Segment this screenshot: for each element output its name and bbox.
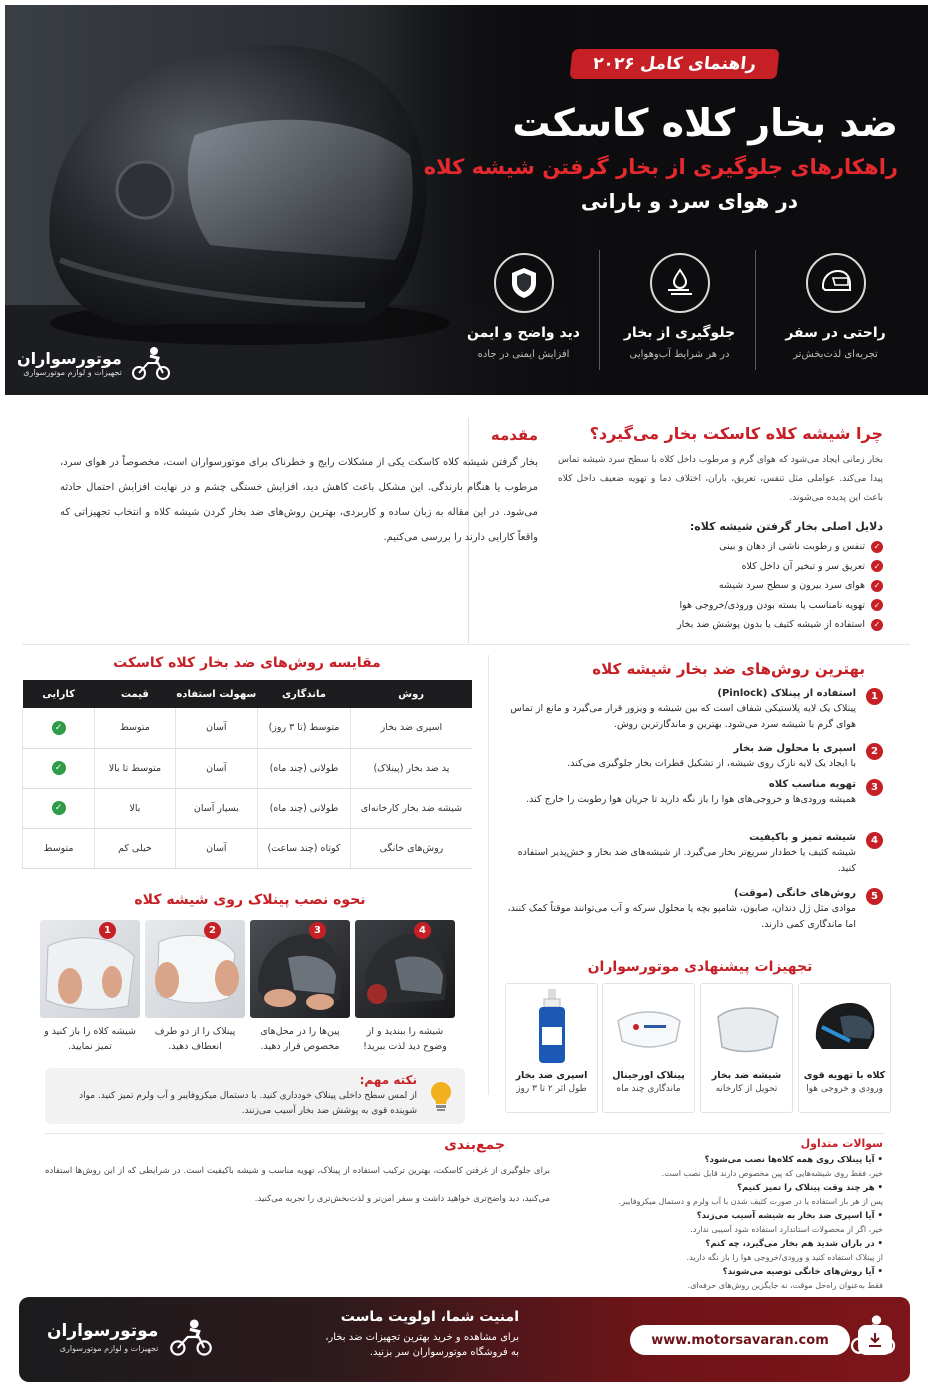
product-sub: تحویل از کارخانه bbox=[715, 1084, 778, 1094]
step-number: 5 bbox=[866, 888, 883, 905]
table-cell: متوسط bbox=[23, 828, 95, 868]
brand-name: موتورسواران bbox=[17, 349, 122, 368]
faq-item: • آیا روش‌های خانگی توصیه می‌شوند؟ فقط به‌عنوان راه‌حل موقت، نه جایگزین روش‌های حرفه‌ای. bbox=[573, 1265, 883, 1293]
section-title: نحوه نصب پینلاک روی شیشه کلاه bbox=[134, 892, 366, 908]
step-number: 2 bbox=[866, 743, 883, 760]
feature-title: جلوگیری از بخار bbox=[623, 325, 736, 341]
table-cell: خیلی کم bbox=[95, 828, 175, 868]
table-cell bbox=[23, 748, 95, 788]
step-image bbox=[250, 920, 350, 1018]
divider bbox=[755, 250, 756, 370]
hero-banner bbox=[5, 5, 928, 395]
product-title: کلاه با تهویه قوی bbox=[803, 1070, 886, 1081]
column-header: ماندگاری bbox=[258, 680, 351, 708]
feature-sub: در هر شرایط آب‌وهوایی bbox=[629, 349, 730, 360]
table-cell: روش‌های خانگی bbox=[350, 828, 472, 868]
column-header: روش bbox=[350, 680, 472, 708]
website-link[interactable]: www.motorsavaran.com bbox=[630, 1325, 850, 1355]
column-header: قیمت bbox=[95, 680, 175, 708]
section-title: جمع‌بندی bbox=[444, 1137, 505, 1153]
feature-title: راحتی در سفر bbox=[785, 325, 886, 341]
table-header-row bbox=[23, 680, 473, 708]
feature-clear-view bbox=[451, 253, 596, 360]
faq-list bbox=[573, 1153, 883, 1293]
compare-section bbox=[22, 655, 472, 869]
page-subtitle-2: در هوای سرد و بارانی bbox=[580, 189, 798, 213]
method-text: با ایجاد یک لایه نازک روی شیشه، از تشکیل قطرات بخار جلوگیری می‌کند. bbox=[567, 758, 856, 769]
motorbike-icon bbox=[130, 345, 172, 381]
list-item: ✓استفاده از شیشه کثیف یا بدون پوشش ضد بخار bbox=[558, 615, 883, 635]
feature-anti-fog bbox=[607, 253, 752, 360]
methods-section bbox=[503, 660, 883, 944]
step-caption: شیشه را ببندید و از وضوح دید لذت ببرید! bbox=[363, 1026, 447, 1052]
brand-tagline: تجهیزات و لوازم موتورسواری bbox=[23, 368, 122, 377]
step-caption: پین‌ها را در محل‌های مخصوص قرار دهید. bbox=[260, 1026, 340, 1052]
divider bbox=[45, 1133, 885, 1134]
note-text: از لمس سطح داخلی پینلاک خودداری کنید. با دستمال میکروفایبر و آب ولرم تمیز کنید. مواد شوینده قوی به پوشش ضد بخار آسیب می‌زنند. bbox=[79, 1091, 417, 1116]
pinlock-icon bbox=[603, 984, 694, 1070]
table-cell: کوتاه (چند ساعت) bbox=[258, 828, 351, 868]
faq-item: • آیا اسپری ضد بخار به شیشه آسیب می‌زند؟ خیر، اگر از محصولات استاندارد استفاده شود آسیبی ندارد. bbox=[573, 1209, 883, 1237]
causes-list bbox=[558, 537, 883, 635]
step-image bbox=[40, 920, 140, 1018]
table-cell: متوسط (تا ۳ روز) bbox=[258, 708, 351, 748]
check-icon: ✓ bbox=[52, 761, 66, 775]
check-icon: ✓ bbox=[871, 541, 883, 553]
section-title: سوالات متداول bbox=[800, 1137, 883, 1150]
list-item: ✓تعریق سر و تبخیر آن داخل کلاه bbox=[558, 557, 883, 577]
step-number: 4 bbox=[414, 922, 431, 939]
table-cell: طولانی (چند ماه) bbox=[258, 748, 351, 788]
section-title: بهترین روش‌های ضد بخار شیشه کلاه bbox=[592, 660, 865, 678]
helmet-icon bbox=[799, 984, 890, 1070]
method-text: شیشه کثیف یا خط‌دار سریع‌تر بخار می‌گیرد. از شیشه‌های ضد بخار و خش‌پذیر استفاده کنید. bbox=[517, 847, 856, 874]
products-title-wrap bbox=[500, 956, 900, 975]
faq-item: • آیا پینلاک روی همه کلاه‌ها نصب می‌شود؟ خیر، فقط روی شیشه‌هایی که پین مخصوص دارند قابل نصب است. bbox=[573, 1153, 883, 1181]
note-title: نکته مهم: bbox=[359, 1073, 417, 1087]
lightbulb-icon bbox=[429, 1080, 453, 1116]
list-item: ✓تنفس و رطوبت ناشی از دهان و بینی bbox=[558, 537, 883, 557]
faq-question: در باران شدید هم بخار می‌گیرد، چه کنم؟ bbox=[705, 1239, 875, 1249]
check-icon: ✓ bbox=[52, 721, 66, 735]
faq-section bbox=[573, 1137, 883, 1293]
table-cell: متوسط تا بالا bbox=[95, 748, 175, 788]
why-text: بخار زمانی ایجاد می‌شود که هوای گرم و مرطوب داخل کلاه با سطح سرد شیشه تماس پیدا می‌کند. عواملی مثل تنفس، تعریق، باران، اختلاف دما و تهویه ضعیف داخل کلاه باعث این پدیده می‌شوند. bbox=[558, 455, 883, 503]
product-title: پینلاک اورجینال bbox=[612, 1070, 685, 1081]
feature-comfort bbox=[763, 253, 908, 360]
method-item bbox=[503, 743, 883, 779]
product-sub: طول اثر ۲ تا ۳ روز bbox=[516, 1084, 587, 1094]
table-row bbox=[23, 748, 473, 788]
install-step bbox=[250, 920, 350, 1050]
table-row bbox=[23, 788, 473, 828]
methods-list bbox=[503, 688, 883, 944]
method-text: پینلاک یک لایه پلاستیکی شفاف است که بین شیشه و ویزور قرار می‌گیرد و مانع از تماس هوای گرم با شیشه سرد می‌شود. بهترین و ماندگارترین روش. bbox=[510, 703, 856, 730]
hero-title-block bbox=[398, 97, 898, 213]
faq-answer: خیر، فقط روی شیشه‌هایی که پین مخصوص دارند قابل نصب است. bbox=[661, 1169, 883, 1178]
table-cell: بسیار آسان bbox=[175, 788, 257, 828]
table-cell: آسان bbox=[175, 708, 257, 748]
summary-section bbox=[45, 1137, 550, 1213]
table-cell: بالا bbox=[95, 788, 175, 828]
faq-question: آیا روش‌های خانگی توصیه می‌شوند؟ bbox=[722, 1267, 875, 1277]
method-item bbox=[503, 688, 883, 743]
download-icon[interactable] bbox=[858, 1325, 892, 1355]
product-card[interactable] bbox=[602, 983, 695, 1113]
check-icon: ✓ bbox=[871, 599, 883, 611]
faq-answer: پس از هر بار استفاده یا در صورت کثیف شدن با آب ولرم و دستمال میکروفایبر. bbox=[618, 1197, 883, 1206]
table-cell: متوسط bbox=[95, 708, 175, 748]
table-cell: آسان bbox=[175, 828, 257, 868]
causes-title: دلایل اصلی بخار گرفتن شیشه کلاه: bbox=[689, 520, 883, 533]
method-text: همیشه ورودی‌ها و خروجی‌های هوا را باز نگه دارید تا جریان هوا رطوبت را خارج کند. bbox=[526, 794, 856, 805]
shield-icon bbox=[494, 253, 554, 313]
check-icon: ✓ bbox=[871, 580, 883, 592]
step-number: 3 bbox=[866, 779, 883, 796]
table-cell: آسان bbox=[175, 748, 257, 788]
install-step bbox=[145, 920, 245, 1050]
check-icon: ✓ bbox=[52, 801, 66, 815]
feature-sub: افزایش ایمنی در جاده bbox=[477, 349, 570, 360]
feature-title: دید واضح و ایمن bbox=[466, 325, 580, 341]
section-title: مقایسه روش‌های ضد بخار کلاه کاسکت bbox=[113, 655, 381, 671]
install-step bbox=[40, 920, 140, 1050]
step-caption: پینلاک را از دو طرف انعطاف دهید. bbox=[154, 1026, 236, 1052]
product-card[interactable] bbox=[505, 983, 598, 1113]
product-title: اسپری ضد بخار bbox=[515, 1070, 588, 1081]
step-image bbox=[145, 920, 245, 1018]
check-icon: ✓ bbox=[871, 560, 883, 572]
table-cell: پد ضد بخار (پینلاک) bbox=[350, 748, 472, 788]
feature-sub: تجربه‌ای لذت‌بخش‌تر bbox=[793, 349, 878, 360]
section-title: مقدمه bbox=[490, 426, 538, 444]
faq-answer: از پینلاک استفاده کنید و ورودی/خروجی هوا را باز نگه دارید. bbox=[686, 1253, 883, 1262]
column-header: کارایی bbox=[23, 680, 95, 708]
method-item bbox=[503, 779, 883, 832]
faq-question: آیا اسپری ضد بخار به شیشه آسیب می‌زند؟ bbox=[696, 1211, 875, 1221]
install-title-wrap bbox=[40, 889, 460, 908]
page-title: ضد بخار کلاه کاسکت bbox=[512, 101, 898, 145]
method-title: شیشه تمیز و باکیفیت bbox=[749, 832, 856, 843]
method-title: تهویه مناسب کلاه bbox=[768, 779, 856, 790]
motorbike-icon bbox=[168, 1317, 214, 1357]
step-number: 1 bbox=[866, 688, 883, 705]
product-card[interactable] bbox=[798, 983, 891, 1113]
method-text: موادی مثل ژل دندان، صابون، شامپو بچه یا محلول سرکه و آب می‌توانند موقتاً کمک کنند، اما ماندگاری کمی دارند. bbox=[507, 903, 856, 930]
footer-line: برای مشاهده و خرید بهترین تجهیزات ضد بخار، bbox=[325, 1332, 519, 1343]
footer-headline: امنیت شما، اولویت ماست bbox=[340, 1309, 519, 1325]
intro-text: بخار گرفتن شیشه کلاه کاسکت یکی از مشکلات رایج و خطرناک برای موتورسواران است، مخصوصاً در هوای سرد، مرطوب یا هنگام بارندگی. این مشکل باعث کاهش دید، افزایش خستگی چشم و در نهایت افزایش احتمال حادثه می‌شود. در این مقاله به زبان ساده و کاربردی، بهترین روش‌های ضد بخار کردن شیشه کلاه و انتخاب تجهیزاتی که واقعاً کارایی دارند را بررسی می‌کنیم. bbox=[60, 457, 538, 543]
check-icon: ✓ bbox=[871, 619, 883, 631]
page-subtitle: راهکارهای جلوگیری از بخار گرفتن شیشه کلاه bbox=[423, 155, 898, 179]
helmet-icon bbox=[806, 253, 866, 313]
step-number: 2 bbox=[204, 922, 221, 939]
product-card[interactable] bbox=[700, 983, 793, 1113]
column-header: سهولت استفاده bbox=[175, 680, 257, 708]
table-cell: اسپری ضد بخار bbox=[350, 708, 472, 748]
table-row bbox=[23, 828, 473, 868]
method-title: اسپری یا محلول ضد بخار bbox=[733, 743, 856, 754]
step-image bbox=[355, 920, 455, 1018]
faq-item: • هر چند وقت پینلاک را تمیز کنیم؟ پس از هر بار استفاده یا در صورت کثیف شدن با آب ولرم و دستمال میکروفایبر. bbox=[573, 1181, 883, 1209]
why-section bbox=[558, 424, 883, 635]
section-title: تجهیزات پیشنهادی موتورسواران bbox=[587, 959, 813, 975]
table-cell: شیشه ضد بخار کارخانه‌ای bbox=[350, 788, 472, 828]
faq-question: آیا پینلاک روی همه کلاه‌ها نصب می‌شود؟ bbox=[704, 1155, 875, 1165]
product-title: شیشه ضد بخار bbox=[711, 1070, 782, 1081]
method-title: روش‌های خانگی (موقت) bbox=[734, 888, 856, 899]
footer-line: به فروشگاه موتورسواران سر بزنید. bbox=[369, 1347, 519, 1358]
divider bbox=[488, 655, 489, 1095]
brand-name: موتورسواران bbox=[47, 1321, 159, 1341]
product-sub: ورودی و خروجی هوا bbox=[806, 1084, 883, 1094]
divider bbox=[599, 250, 600, 370]
compare-table bbox=[22, 680, 472, 869]
table-cell bbox=[23, 708, 95, 748]
divider bbox=[22, 644, 910, 645]
step-number: 4 bbox=[866, 832, 883, 849]
brand-logo bbox=[17, 345, 172, 381]
footer-banner bbox=[19, 1297, 910, 1382]
table-row bbox=[23, 708, 473, 748]
install-step bbox=[355, 920, 455, 1050]
list-item: ✓تهویه نامناسب یا بسته بودن ورودی/خروجی هوا bbox=[558, 596, 883, 616]
step-number: 3 bbox=[309, 922, 326, 939]
spray-icon bbox=[506, 984, 597, 1070]
product-sub: ماندگاری چند ماه bbox=[616, 1084, 681, 1094]
footer-message bbox=[319, 1309, 519, 1358]
faq-question: هر چند وقت پینلاک را تمیز کنیم؟ bbox=[737, 1183, 875, 1193]
step-number: 1 bbox=[99, 922, 116, 939]
visor-icon bbox=[701, 984, 792, 1070]
brand-tagline: تجهیزات و لوازم موتورسواری bbox=[59, 1344, 159, 1353]
table-cell: طولانی (چند ماه) bbox=[258, 788, 351, 828]
section-title: چرا شیشه کلاه کاسکت بخار می‌گیرد؟ bbox=[589, 424, 883, 443]
faq-item: • در باران شدید هم بخار می‌گیرد، چه کنم؟ از پینلاک استفاده کنید و ورودی/خروجی هوا را باز نگه دارید. bbox=[573, 1237, 883, 1265]
intro-section bbox=[60, 426, 538, 550]
note-box bbox=[45, 1068, 465, 1124]
fog-drop-icon bbox=[650, 253, 710, 313]
table-cell bbox=[23, 788, 95, 828]
summary-text: برای جلوگیری از غرفتن کاسکت، بهترین ترکیب استفاده از پینلاک، تهویه مناسب و شیشه باکیفیت است. در شرایطی که از این روش‌ها استفاده می‌کنید، دید واضح‌تری خواهید داشت و سفر امن‌تر و لذت‌بخش‌تری را تجربه می‌کنید. bbox=[45, 1166, 550, 1204]
method-title: استفاده از پینلاک (Pinlock) bbox=[717, 688, 856, 699]
method-item bbox=[503, 888, 883, 944]
footer-brand bbox=[47, 1317, 214, 1357]
step-caption: شیشه کلاه را باز کنید و تمیز نمایید. bbox=[44, 1026, 136, 1052]
list-item: ✓هوای سرد بیرون و سطح سرد شیشه bbox=[558, 576, 883, 596]
method-item bbox=[503, 832, 883, 888]
faq-answer: خیر، اگر از محصولات استاندارد استفاده شود آسیبی ندارد. bbox=[690, 1225, 883, 1234]
guide-badge: راهنمای کامل ۲۰۲۶ bbox=[569, 49, 779, 79]
faq-answer: فقط به‌عنوان راه‌حل موقت، نه جایگزین روش‌های حرفه‌ای. bbox=[687, 1281, 883, 1290]
